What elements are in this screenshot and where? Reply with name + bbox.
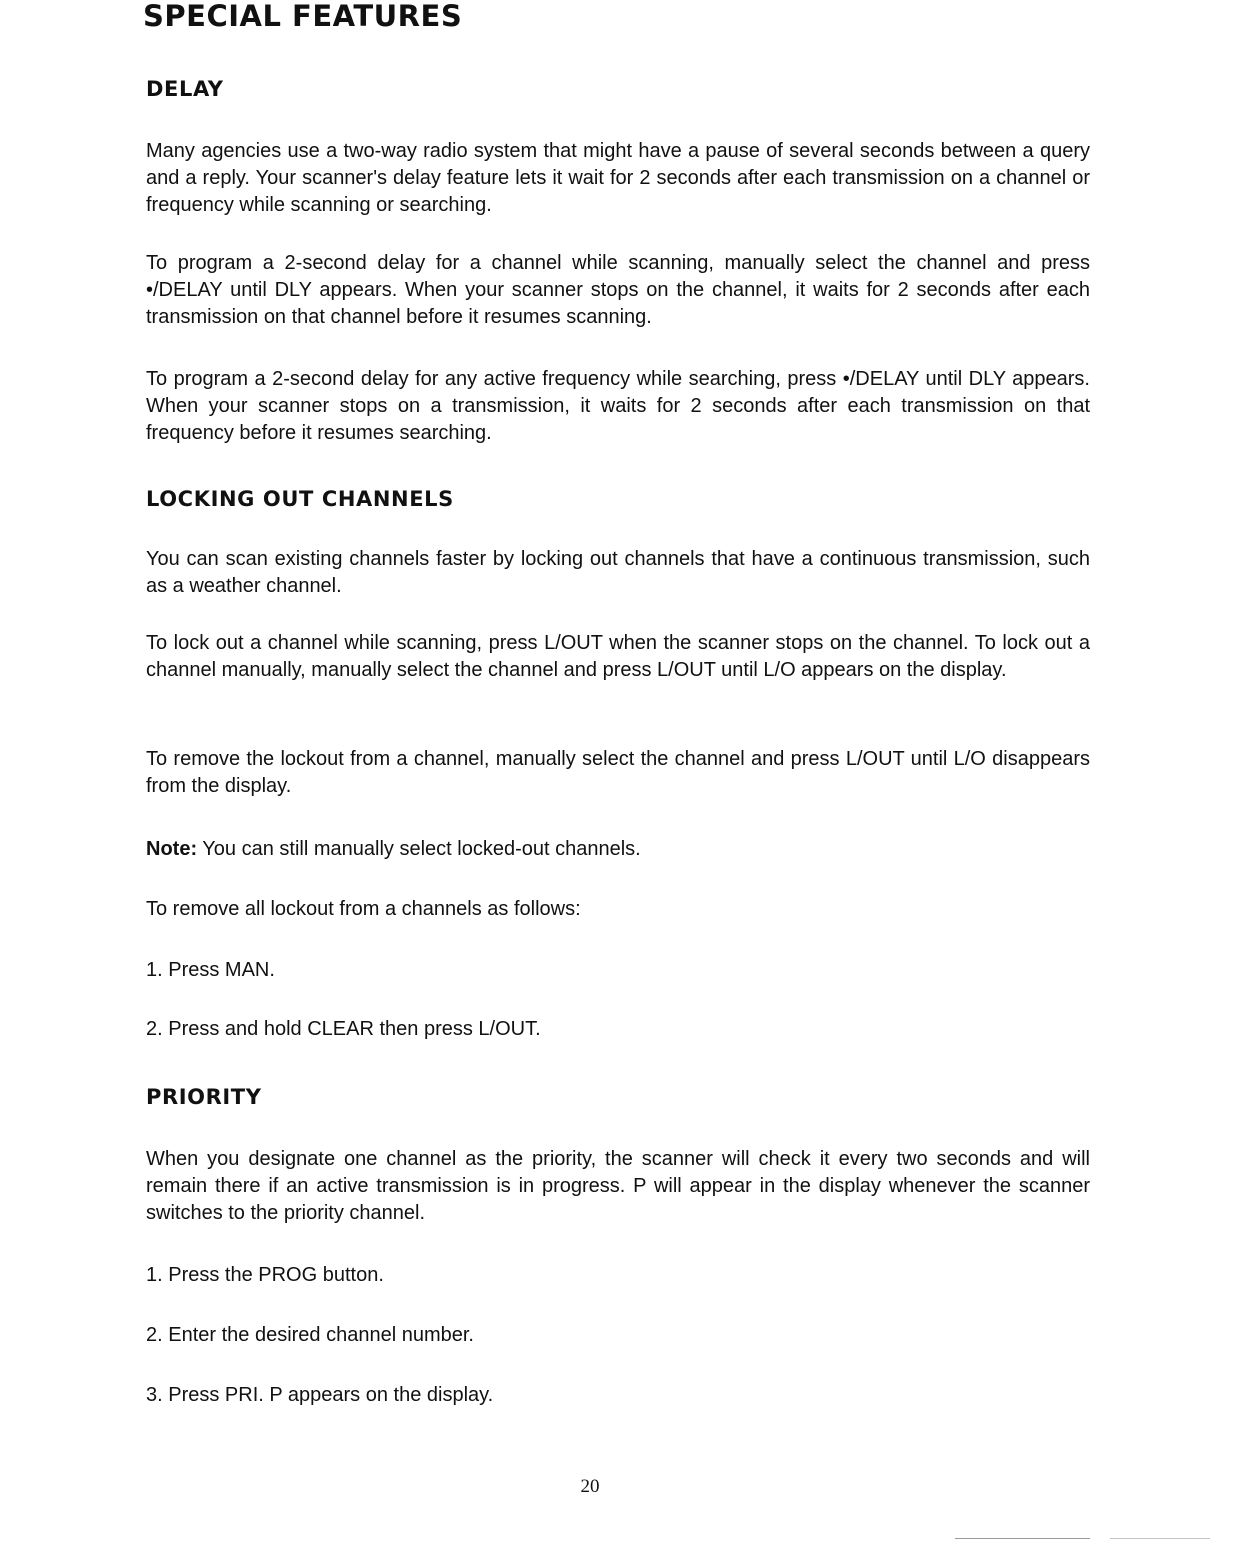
note-text: You can still manually select locked-out channels. [197, 838, 641, 860]
page-number: 20 [580, 1476, 600, 1497]
section-heading-delay: DELAY [146, 77, 224, 101]
lockout-note [146, 836, 641, 863]
lockout-step-1: 1. Press MAN. [146, 959, 275, 981]
page-title: SPECIAL FEATURES [143, 0, 463, 33]
scan-artifact-line [955, 1538, 1090, 1539]
lockout-paragraph-3: To remove the lockout from a channel, manually select the channel and press L/OUT until L/O disappears from the display. [146, 748, 1090, 797]
delay-paragraph-1: Many agencies use a two-way radio system that might have a pause of several seconds between a query and a reply. Your scanner's delay feature lets it wait for 2 seconds after each transmission on a channel or frequency while scanning or searching. [146, 140, 1090, 216]
lockout-paragraph-4: To remove all lockout from a channels as follows: [146, 898, 581, 920]
section-heading-locking-out: LOCKING OUT CHANNELS [146, 487, 454, 511]
note-label: Note: [146, 838, 198, 860]
delay-paragraph-3: To program a 2-second delay for any active frequency while searching, press •/DELAY until DLY appears. When your scanner stops on a transmission, it waits for 2 seconds after each transmission on that frequency before it resumes searching. [146, 368, 1090, 444]
lockout-step-2: 2. Press and hold CLEAR then press L/OUT. [146, 1018, 541, 1040]
scan-artifact-line [1110, 1538, 1210, 1539]
section-heading-priority: PRIORITY [146, 1085, 262, 1109]
priority-paragraph-1: When you designate one channel as the priority, the scanner will check it every two seconds and will remain there if an active transmission is in progress. P will appear in the display whenever the scanner switches to the priority channel. [146, 1148, 1090, 1224]
priority-step-3: 3. Press PRI. P appears on the display. [146, 1384, 494, 1406]
priority-step-2: 2. Enter the desired channel number. [146, 1324, 474, 1346]
lockout-paragraph-2: To lock out a channel while scanning, press L/OUT when the scanner stops on the channel. To lock out a channel manually, manually select the channel and press L/OUT until L/O appears on the display. [146, 632, 1090, 681]
priority-step-1: 1. Press the PROG button. [146, 1264, 384, 1286]
delay-paragraph-2: To program a 2-second delay for a channel while scanning, manually select the channel and press •/DELAY until DLY appears. When your scanner stops on the channel, it waits for 2 seconds after each transmission on that channel before it resumes scanning. [146, 252, 1090, 328]
lockout-paragraph-1: You can scan existing channels faster by locking out channels that have a continuous transmission, such as a weather channel. [146, 548, 1090, 597]
